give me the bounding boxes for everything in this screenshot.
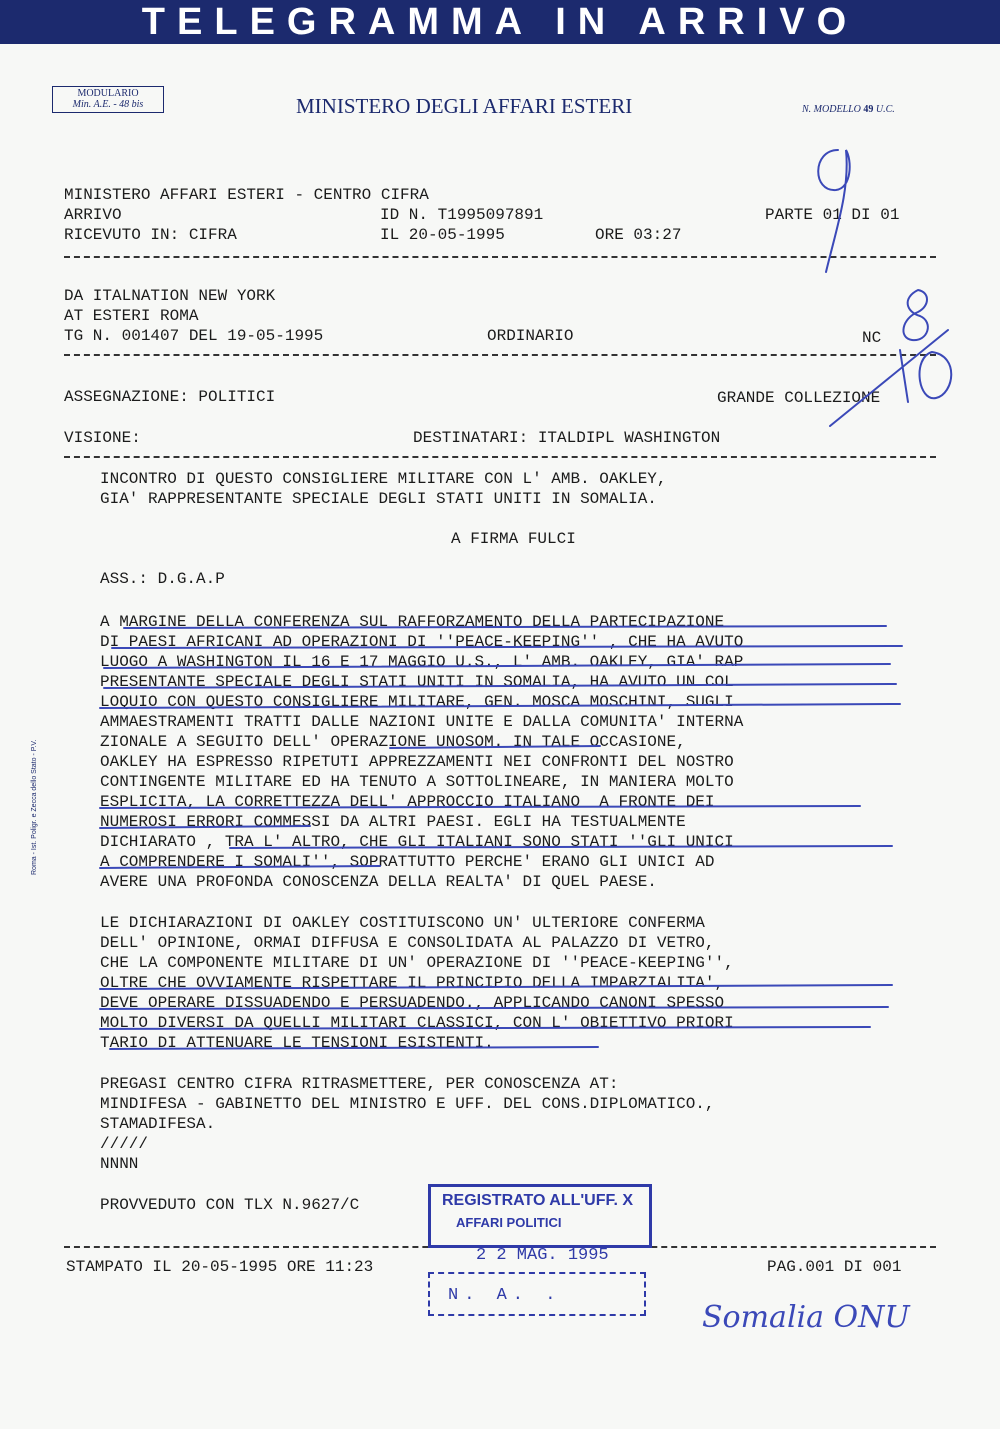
body-line: LUOGO A WASHINGTON IL 16 E 17 MAGGIO U.S., L' AMB. OAKLEY, GIA' RAP	[100, 653, 744, 671]
ass-line: ASS.: D.G.A.P	[100, 570, 225, 588]
underline	[100, 1027, 870, 1029]
header-id: ID N. T1995097891	[380, 206, 544, 224]
underline	[124, 626, 886, 628]
body-line: OAKLEY HA ESPRESSO RIPETUTI APPREZZAMENTI NEI CONFRONTI DEL NOSTRO	[100, 753, 734, 771]
page-number: PAG.001 DI 001	[767, 1258, 902, 1276]
body-line: ZIONALE A SEGUITO DELL' OPERAZIONE UNOSOM. IN TALE OCCASIONE,	[100, 733, 686, 751]
body-line: LOQUIO CON QUESTO CONSIGLIERE MILITARE, GEN. MOSCA MOSCHINI, SUGLI	[100, 693, 734, 711]
sender-to: AT ESTERI ROMA	[64, 307, 199, 325]
stamp-registrato: REGISTRATO ALL'UFF. X	[442, 1192, 634, 1209]
modulario-code: Min. A.E. - 48 bis	[72, 99, 144, 110]
handwritten-eight	[903, 290, 927, 340]
body-line: CHE LA COMPONENTE MILITARE DI UN' OPERAZIONE DI ''PEACE-KEEPING'',	[100, 954, 734, 972]
handwritten-nine	[818, 150, 849, 272]
body-line: DEVE OPERARE DISSUADENDO E PERSUADENDO., APPLICANDO CANONI SPESSO	[100, 994, 725, 1012]
destinatari: DESTINATARI: ITALDIPL WASHINGTON	[413, 429, 721, 447]
body-line: TARIO DI ATTENUARE LE TENSIONI ESISTENTI.	[100, 1034, 494, 1052]
header-ricevuto: RICEVUTO IN: CIFRA	[64, 226, 237, 244]
body-line: LE DICHIARAZIONI DI OAKLEY COSTITUISCONO UN' ULTERIORE CONFERMA	[100, 914, 705, 932]
body-line: DI PAESI AFRICANI AD OPERAZIONI DI ''PEACE-KEEPING'' , CHE HA AVUTO	[100, 633, 744, 651]
modulario-label: MODULARIO	[77, 88, 139, 99]
grande-collezione: GRANDE COLLEZIONE	[717, 389, 881, 407]
body-line: AMMAESTRAMENTI TRATTI DALLE NAZIONI UNITE E DALLA COMUNITA' INTERNA	[100, 713, 744, 731]
body-line: CONTINGENTE MILITARE ED HA TENUTO A SOTTOLINEARE, IN MANIERA MOLTO	[100, 773, 734, 791]
body-line: STAMADIFESA.	[100, 1115, 216, 1133]
signature-line: A FIRMA FULCI	[451, 530, 576, 548]
handwritten-note: Somalia ONU	[702, 1300, 910, 1335]
printed-date: STAMPATO IL 20-05-1995 ORE 11:23	[66, 1258, 374, 1276]
ministry-title: MINISTERO DEGLI AFFARI ESTERI	[296, 94, 633, 118]
handwritten-ten	[900, 350, 951, 402]
subject-line: INCONTRO DI QUESTO CONSIGLIERE MILITARE CON L' AMB. OAKLEY,	[100, 470, 667, 488]
underline	[100, 704, 900, 708]
body-line: PREGASI CENTRO CIFRA RITRASMETTERE, PER CONOSCENZA AT:	[100, 1075, 619, 1093]
underline	[110, 1047, 598, 1049]
body-line: PRESENTANTE SPECIALE DEGLI STATI UNITI IN SOMALIA, HA AVUTO UN COL	[100, 673, 734, 691]
underline	[390, 746, 600, 748]
stamp-number-field: N. A. .	[448, 1286, 562, 1305]
body-line: MOLTO DIVERSI DA QUELLI MILITARI CLASSICI, CON L' OBIETTIVO PRIORI	[100, 1014, 734, 1032]
stamp-office: AFFARI POLITICI	[456, 1215, 562, 1230]
modello-suffix: U.C.	[875, 104, 895, 115]
sender-priority: ORDINARIO	[487, 327, 574, 345]
sender-from: DA ITALNATION NEW YORK	[64, 287, 276, 305]
header-time: ORE 03:27	[595, 226, 682, 244]
body-line: A MARGINE DELLA CONFERENZA SUL RAFFORZAMENTO DELLA PARTECIPAZIONE	[100, 613, 725, 631]
underline	[112, 646, 902, 648]
header-arrivo: ARRIVO	[64, 206, 122, 224]
provveduto-line: PROVVEDUTO CON TLX N.9627/C	[100, 1196, 360, 1214]
underline	[100, 985, 892, 989]
end-marks: /////	[100, 1135, 149, 1153]
printer-side-note: Roma - Ist. Poligr. e Zecca dello Stato - P.V.	[31, 739, 38, 875]
body-line: DELL' OPINIONE, ORMAI DIFFUSA E CONSOLIDATA AL PALAZZO DI VETRO,	[100, 934, 715, 952]
sender-tg-number: TG N. 001407 DEL 19-05-1995	[64, 327, 324, 345]
underline	[100, 806, 860, 808]
underline	[104, 664, 890, 668]
body-line: A COMPRENDERE I SOMALI'', SOPRATTUTTO PERCHE' ERANO GLI UNICI AD	[100, 853, 715, 871]
body-line: NUMEROSI ERRORI COMMESSI DA ALTRI PAESI. EGLI HA TESTUALMENTE	[100, 813, 686, 831]
body-line: ESPLICITA, LA CORRETTEZZA DELL' APPROCCIO ITALIANO A FRONTE DEI	[100, 793, 715, 811]
body-line: AVERE UNA PROFONDA CONOSCENZA DELLA REALTA' DI QUEL PAESE.	[100, 873, 657, 891]
sender-nc: NC	[862, 329, 882, 347]
stamp-date: 2 2 MAG. 1995	[476, 1246, 609, 1265]
fraction-stroke	[830, 330, 948, 426]
modello-prefix: N. MODELLO	[802, 104, 861, 115]
visione-label: VISIONE:	[64, 429, 141, 447]
modello-number: 49	[863, 104, 874, 115]
underline	[104, 684, 896, 688]
telegram-banner: TELEGRAMMA IN ARRIVO	[0, 0, 1000, 44]
header-line-1: MINISTERO AFFARI ESTERI - CENTRO CIFRA	[64, 186, 429, 204]
body-line: MINDIFESA - GABINETTO DEL MINISTRO E UFF. DEL CONS.DIPLOMATICO.,	[100, 1095, 715, 1113]
header-date: IL 20-05-1995	[380, 226, 505, 244]
body-line: OLTRE CHE OVVIAMENTE RISPETTARE IL PRINCIPIO DELLA IMPARZIALITA',	[100, 974, 725, 992]
underline	[100, 826, 310, 828]
subject-line: GIA' RAPPRESENTANTE SPECIALE DEGLI STATI UNITI IN SOMALIA.	[100, 490, 657, 508]
underline	[100, 1007, 888, 1009]
end-marks: NNNN	[100, 1155, 139, 1173]
header-parte: PARTE 01 DI 01	[765, 206, 900, 224]
body-line: DICHIARATO , TRA L' ALTRO, CHE GLI ITALIANI SONO STATI ''GLI UNICI	[100, 833, 734, 851]
underline	[230, 846, 892, 848]
underline	[100, 866, 380, 868]
assignment: ASSEGNAZIONE: POLITICI	[64, 388, 276, 406]
